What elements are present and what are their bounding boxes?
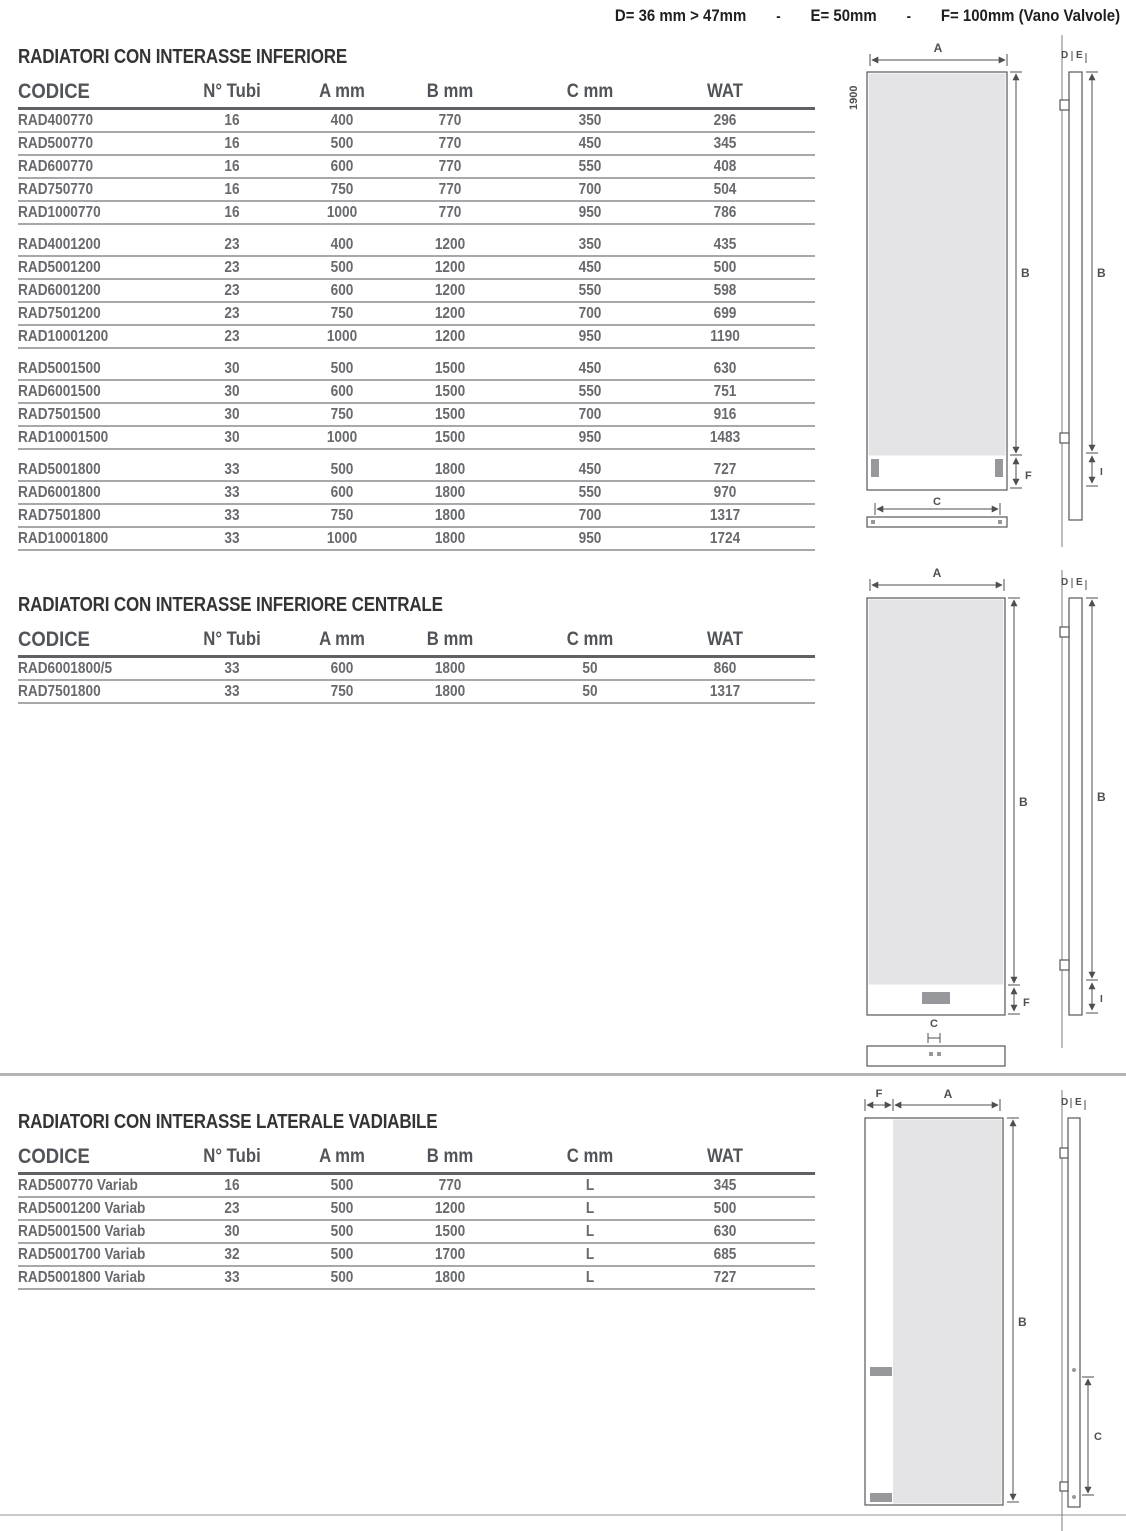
value-cell: 700 xyxy=(578,406,602,423)
value-cell: C mm xyxy=(566,81,614,102)
code-cell: RAD500770 Variab xyxy=(18,1177,138,1194)
code-cell: CODICE xyxy=(18,628,90,651)
table-section-interasse-inferiore xyxy=(18,46,815,551)
value-cell: 504 xyxy=(713,181,737,198)
dim-A-label: A xyxy=(933,41,943,55)
table-header-row xyxy=(18,1140,815,1175)
code-cell: CODICE xyxy=(18,1145,90,1168)
dim-F-label: F xyxy=(1025,470,1032,482)
table-row xyxy=(18,505,815,528)
wall-bracket-top xyxy=(1060,1148,1068,1158)
value-cell: 770 xyxy=(438,181,462,198)
value-cell: 750 xyxy=(330,406,354,423)
value-cell: 700 xyxy=(578,181,602,198)
value-cell: 550 xyxy=(578,383,602,400)
wall-bracket-bottom xyxy=(1060,960,1069,970)
value-cell: L xyxy=(585,1269,595,1286)
dim-E-label: E xyxy=(1076,577,1083,588)
front-view xyxy=(867,72,1007,490)
value-cell: N° Tubi xyxy=(203,1146,261,1167)
table-row xyxy=(18,257,815,280)
value-cell: 1483 xyxy=(709,429,741,446)
note-e: E= 50mm xyxy=(810,6,877,25)
value-cell: 950 xyxy=(578,204,602,221)
value-cell: 50 xyxy=(582,660,598,677)
value-cell: 450 xyxy=(578,135,602,152)
value-cell: 16 xyxy=(224,112,240,129)
diagram-interasse-laterale xyxy=(840,1085,1126,1531)
value-cell: 685 xyxy=(713,1246,737,1263)
value-cell: 750 xyxy=(330,181,354,198)
dim-B-side-label: B xyxy=(1097,266,1106,280)
value-cell: 500 xyxy=(330,1223,354,1240)
dim-E-label: E xyxy=(1075,1097,1082,1108)
value-cell: 916 xyxy=(713,406,737,423)
table-group xyxy=(18,459,815,551)
wall-bracket-top xyxy=(1060,627,1069,637)
code-cell: RAD6001500 xyxy=(18,383,101,400)
value-cell: 600 xyxy=(330,282,354,299)
value-cell: 500 xyxy=(330,1246,354,1263)
code-cell: RAD5001800 xyxy=(18,461,101,478)
diagram-interasse-inferiore xyxy=(840,35,1126,560)
value-cell: 450 xyxy=(578,461,602,478)
value-cell: 1200 xyxy=(434,282,466,299)
table-row xyxy=(18,681,815,704)
code-cell: RAD1000770 xyxy=(18,204,101,221)
side-view xyxy=(1060,50,1106,520)
note-d: D= 36 mm > 47mm xyxy=(614,6,747,25)
value-cell: 727 xyxy=(713,1269,737,1286)
value-cell: 600 xyxy=(330,660,354,677)
table-group xyxy=(18,110,815,225)
code-cell: RAD5001200 xyxy=(18,259,101,276)
value-cell: A mm xyxy=(319,629,365,650)
value-cell: 1800 xyxy=(434,683,466,700)
table-row xyxy=(18,381,815,404)
note-f: F= 100mm (Vano Valvole) xyxy=(940,6,1120,25)
value-cell: 345 xyxy=(713,135,737,152)
value-cell: 23 xyxy=(224,282,240,299)
table-row xyxy=(18,1244,815,1267)
value-cell: 16 xyxy=(224,181,240,198)
value-cell: 950 xyxy=(578,530,602,547)
value-cell: 23 xyxy=(224,236,240,253)
value-cell: 1700 xyxy=(434,1246,466,1263)
value-cell: 1800 xyxy=(434,1269,466,1286)
code-cell: RAD10001200 xyxy=(18,328,109,345)
value-cell: 1200 xyxy=(434,1200,466,1217)
table-group xyxy=(18,1175,815,1290)
dim-A-label: A xyxy=(943,1087,953,1101)
value-cell: 770 xyxy=(438,158,462,175)
dim-C-label: C xyxy=(930,1018,938,1030)
value-cell: L xyxy=(585,1200,595,1217)
dim-B-front xyxy=(1010,72,1030,455)
value-cell: 500 xyxy=(713,259,737,276)
value-cell: 770 xyxy=(438,204,462,221)
value-cell: 500 xyxy=(330,360,354,377)
value-cell: 750 xyxy=(330,507,354,524)
dim-F xyxy=(865,1088,893,1111)
value-cell: 600 xyxy=(330,158,354,175)
table-row xyxy=(18,658,815,681)
table-section-interasse-laterale xyxy=(18,1111,815,1290)
value-cell: L xyxy=(585,1223,595,1240)
value-cell: 1500 xyxy=(434,429,466,446)
code-cell: RAD600770 xyxy=(18,158,94,175)
dim-E-label: E xyxy=(1076,50,1083,61)
dim-C-label: C xyxy=(933,496,941,508)
value-cell: 700 xyxy=(578,305,602,322)
value-cell: 33 xyxy=(224,660,240,677)
table-header-row xyxy=(18,75,815,110)
value-cell: 500 xyxy=(330,1269,354,1286)
value-cell: 1200 xyxy=(434,236,466,253)
bottom-view xyxy=(867,517,1007,527)
value-cell: 1800 xyxy=(434,507,466,524)
table-row xyxy=(18,1175,815,1198)
code-cell: RAD400770 xyxy=(18,112,94,129)
value-cell: WAT xyxy=(707,629,743,650)
value-cell: 33 xyxy=(224,507,240,524)
table-row xyxy=(18,1198,815,1221)
wall-bracket-top xyxy=(1060,100,1069,110)
table-row xyxy=(18,482,815,505)
code-cell: RAD750770 xyxy=(18,181,94,198)
value-cell: 400 xyxy=(330,112,354,129)
value-cell: 1500 xyxy=(434,1223,466,1240)
code-cell: RAD4001200 xyxy=(18,236,101,253)
value-cell: 33 xyxy=(224,484,240,501)
value-cell: 950 xyxy=(578,429,602,446)
value-cell: N° Tubi xyxy=(203,81,261,102)
value-cell: 23 xyxy=(224,1200,240,1217)
dim-1900-label: 1900 xyxy=(848,85,860,110)
value-cell: 50 xyxy=(582,683,598,700)
value-cell: 32 xyxy=(224,1246,240,1263)
value-cell: 500 xyxy=(330,461,354,478)
value-cell: 1500 xyxy=(434,360,466,377)
table-row xyxy=(18,1221,815,1244)
valve-connection-center xyxy=(922,992,950,1004)
table-row xyxy=(18,427,815,450)
value-cell: 400 xyxy=(330,236,354,253)
value-cell: 500 xyxy=(330,1177,354,1194)
dim-A xyxy=(895,1087,1000,1111)
table-row xyxy=(18,326,815,349)
code-cell: RAD5001700 Variab xyxy=(18,1246,146,1263)
dim-D-label: D xyxy=(1061,50,1069,61)
value-cell: N° Tubi xyxy=(203,629,261,650)
table-header-row xyxy=(18,623,815,658)
valve-connection-right xyxy=(995,459,1003,477)
value-cell: 1317 xyxy=(709,683,741,700)
value-cell: 435 xyxy=(713,236,737,253)
dim-B-front xyxy=(1007,1118,1027,1502)
value-cell: 1500 xyxy=(434,383,466,400)
lateral-connection-top xyxy=(870,1367,892,1376)
value-cell: 1200 xyxy=(434,305,466,322)
table-row xyxy=(18,280,815,303)
dim-D-label: D xyxy=(1061,1097,1069,1108)
dim-B-side-label: B xyxy=(1097,790,1106,804)
code-cell: RAD5001500 xyxy=(18,360,101,377)
value-cell: 630 xyxy=(713,1223,737,1240)
front-view xyxy=(865,1118,1003,1505)
code-cell: RAD7501500 xyxy=(18,406,101,423)
value-cell: 296 xyxy=(713,112,737,129)
table-group xyxy=(18,358,815,450)
table-row xyxy=(18,133,815,156)
value-cell: 1000 xyxy=(326,204,358,221)
table-row xyxy=(18,303,815,326)
section-title: RADIATORI CON INTERASSE INFERIORE xyxy=(18,46,348,68)
note-separator: - xyxy=(906,8,911,25)
value-cell: 23 xyxy=(224,328,240,345)
diagram-interasse-inferiore-centrale xyxy=(840,565,1126,1070)
table-row xyxy=(18,110,815,133)
table-row xyxy=(18,528,815,551)
side-connection-bottom xyxy=(1072,1495,1076,1499)
value-cell: A mm xyxy=(319,1146,365,1167)
value-cell: 408 xyxy=(713,158,737,175)
dim-F-label: F xyxy=(1023,997,1030,1009)
table-row xyxy=(18,404,815,427)
dim-D-label: D xyxy=(1061,577,1069,588)
value-cell: 550 xyxy=(578,282,602,299)
value-cell: 33 xyxy=(224,1269,240,1286)
dim-A xyxy=(870,566,1004,591)
code-cell: RAD500770 xyxy=(18,135,94,152)
value-cell: 1500 xyxy=(434,406,466,423)
table-row xyxy=(18,156,815,179)
value-cell: 350 xyxy=(578,112,602,129)
table-row xyxy=(18,358,815,381)
valve-connection-left xyxy=(871,459,879,477)
value-cell: 500 xyxy=(330,259,354,276)
code-cell: RAD6001800 xyxy=(18,484,101,501)
value-cell: 630 xyxy=(713,360,737,377)
value-cell: 450 xyxy=(578,259,602,276)
code-cell: RAD5001200 Variab xyxy=(18,1200,146,1217)
dim-B-label: B xyxy=(1019,795,1028,809)
spec-table xyxy=(18,623,815,704)
dim-I-label: I xyxy=(1100,994,1103,1005)
dim-A-label: A xyxy=(932,566,942,580)
value-cell: 600 xyxy=(330,383,354,400)
dim-B-label: B xyxy=(1021,266,1030,280)
value-cell: 30 xyxy=(224,360,240,377)
value-cell: 350 xyxy=(578,236,602,253)
value-cell: 30 xyxy=(224,406,240,423)
section-divider xyxy=(0,1073,1126,1076)
value-cell: 1800 xyxy=(434,530,466,547)
value-cell: 1000 xyxy=(326,328,358,345)
dim-F xyxy=(1008,988,1030,1014)
value-cell: 550 xyxy=(578,158,602,175)
section-title: RADIATORI CON INTERASSE LATERALE VADIABILE xyxy=(18,1111,438,1133)
value-cell: 1190 xyxy=(710,328,740,345)
wall-bracket-bottom xyxy=(1060,1482,1068,1491)
value-cell: 1800 xyxy=(434,461,466,478)
value-cell: 30 xyxy=(224,429,240,446)
value-cell: 1000 xyxy=(326,530,358,547)
table-row xyxy=(18,179,815,202)
value-cell: C mm xyxy=(566,1146,614,1167)
wall-bracket-bottom xyxy=(1060,433,1069,443)
value-cell: 33 xyxy=(224,683,240,700)
code-cell: RAD5001800 Variab xyxy=(18,1269,146,1286)
side-view xyxy=(1060,577,1106,1015)
table-row xyxy=(18,202,815,225)
value-cell: 345 xyxy=(713,1177,737,1194)
value-cell: 1724 xyxy=(709,530,741,547)
value-cell: 751 xyxy=(713,383,737,400)
value-cell: 950 xyxy=(578,328,602,345)
side-connection-top xyxy=(1072,1368,1076,1372)
value-cell: WAT xyxy=(707,81,743,102)
dim-C-center xyxy=(928,1018,940,1043)
dim-B-front xyxy=(1008,598,1028,985)
value-cell: 33 xyxy=(224,530,240,547)
value-cell: 1800 xyxy=(434,484,466,501)
value-cell: 770 xyxy=(438,112,462,129)
code-cell: RAD7501200 xyxy=(18,305,101,322)
value-cell: 786 xyxy=(713,204,737,221)
value-cell: 1800 xyxy=(434,660,466,677)
value-cell: 1200 xyxy=(434,259,466,276)
dimension-note xyxy=(615,6,1120,26)
bottom-view xyxy=(867,1046,1005,1066)
lateral-connection-bottom xyxy=(870,1493,892,1502)
code-cell: RAD10001800 xyxy=(18,530,109,547)
code-cell: RAD5001500 Variab xyxy=(18,1223,146,1240)
value-cell: 30 xyxy=(224,383,240,400)
value-cell: 1200 xyxy=(434,328,466,345)
code-cell: RAD7501800 xyxy=(18,683,101,700)
value-cell: 500 xyxy=(330,1200,354,1217)
value-cell: 860 xyxy=(713,660,737,677)
value-cell: 500 xyxy=(713,1200,737,1217)
side-view xyxy=(1060,1097,1102,1507)
value-cell: 16 xyxy=(224,158,240,175)
table-row xyxy=(18,234,815,257)
value-cell: 16 xyxy=(224,204,240,221)
table-row xyxy=(18,459,815,482)
value-cell: 1317 xyxy=(709,507,741,524)
table-section-interasse-inferiore-centrale xyxy=(18,594,815,704)
value-cell: B mm xyxy=(426,629,474,650)
dim-C xyxy=(875,496,1000,515)
dim-B-label: B xyxy=(1018,1315,1027,1329)
value-cell: 23 xyxy=(224,305,240,322)
spec-table xyxy=(18,75,815,551)
value-cell: 500 xyxy=(330,135,354,152)
dim-I-label: I xyxy=(1100,467,1103,478)
code-cell: RAD10001500 xyxy=(18,429,109,446)
value-cell: 770 xyxy=(438,135,462,152)
value-cell: 970 xyxy=(713,484,737,501)
value-cell: 1000 xyxy=(326,429,358,446)
code-cell: RAD6001200 xyxy=(18,282,101,299)
value-cell: 750 xyxy=(330,305,354,322)
value-cell: 770 xyxy=(438,1177,462,1194)
table-group xyxy=(18,234,815,349)
section-title: RADIATORI CON INTERASSE INFERIORE CENTRALE xyxy=(18,594,443,616)
value-cell: 727 xyxy=(713,461,737,478)
value-cell: B mm xyxy=(426,81,474,102)
dim-F xyxy=(1010,458,1032,488)
value-cell: 23 xyxy=(224,259,240,276)
value-cell: 16 xyxy=(224,135,240,152)
value-cell: L xyxy=(585,1246,595,1263)
value-cell: WAT xyxy=(707,1146,743,1167)
code-cell: RAD6001800/5 xyxy=(18,660,113,677)
value-cell: 600 xyxy=(330,484,354,501)
code-cell: RAD7501800 xyxy=(18,507,101,524)
value-cell: L xyxy=(585,1177,595,1194)
value-cell: 30 xyxy=(224,1223,240,1240)
table-group xyxy=(18,658,815,704)
spec-table xyxy=(18,1140,815,1290)
value-cell: 550 xyxy=(578,484,602,501)
note-separator: - xyxy=(776,8,781,25)
front-view xyxy=(867,598,1005,1015)
value-cell: 450 xyxy=(578,360,602,377)
table-row xyxy=(18,1267,815,1290)
dim-A xyxy=(870,41,1007,66)
value-cell: 33 xyxy=(224,461,240,478)
value-cell: 16 xyxy=(224,1177,240,1194)
value-cell: 700 xyxy=(578,507,602,524)
value-cell: A mm xyxy=(319,81,365,102)
value-cell: C mm xyxy=(566,629,614,650)
value-cell: 598 xyxy=(713,282,737,299)
value-cell: 699 xyxy=(713,305,737,322)
value-cell: B mm xyxy=(426,1146,474,1167)
dim-F-label: F xyxy=(875,1088,883,1100)
dim-C-side-label: C xyxy=(1094,1431,1102,1443)
code-cell: CODICE xyxy=(18,80,90,103)
value-cell: 750 xyxy=(330,683,354,700)
